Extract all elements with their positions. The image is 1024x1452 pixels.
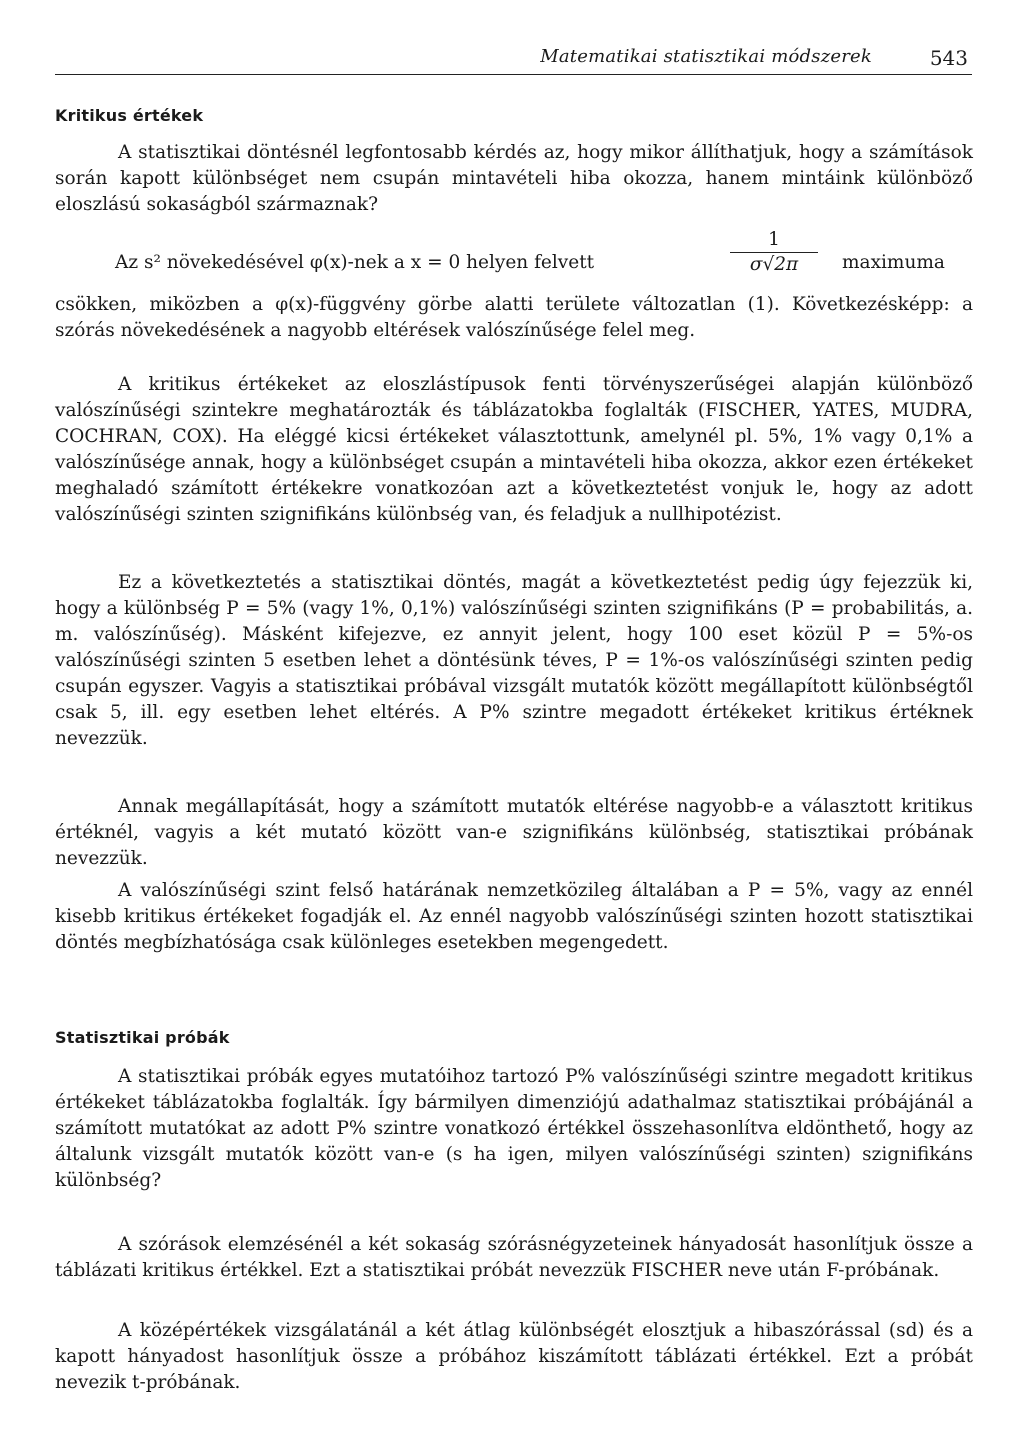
page-number: 543 [929,46,968,70]
formula-lead-text: Az s² növekedésével φ(x)-nek a x = 0 helyen felvett [115,252,595,273]
paragraph: Ez a következtetés a statisztikai döntés, magát a következtetést pedig úgy fejezzük ki, hogy a különbség P = 5% (vagy 1%, 0,1%) valószínűségi szinten szignifikáns (P = probabilitás, a. m. valószínűség). Másként kifejezve, ez annyit jelent, hogy 100 eset közül P = 5%-os valószínűségi szinten 5 esetben lehet a döntésünk téves, P = 1%-os valószínűségi szinten pedig csupán egyszer. Vagyis a statisztikai próbával vizsgált mutatók között megállapított különbségtől csak 5, ill. egy esetben lehet eltérés. A P% szintre megadott értékeket kritikus értéknek nevezzük. [55,572,973,749]
section-heading-kritikus-ertekek: Kritikus értékek [55,106,204,125]
paragraph: A kritikus értékeket az eloszlástípusok fenti törvényszerűségei alapján különböző valószínűségi szintekre meghatározták és táblázatokba foglalták (FISCHER, YATES, MUDRA, COCHRAN, COX). Ha eléggé kicsi értékeket választottunk, amelynél pl. 5%, 1% vagy 0,1% a valószínűsége annak, hogy a különbséget csupán a mintavételi hiba okozza, akkor ezen értékeket meghaladó számított értékekre vonatkozóan azt a következtetést vonjuk le, hogy az adott valószínűségi szinten szignifikáns különbség van, és feladjuk a nullhipotézist. [55,374,973,525]
paragraph: A szórások elemzésénél a két sokaság szórásnégyzeteinek hányadosát hasonlítjuk össze a táblázati kritikus értékkel. Ezt a statisztikai próbát nevezzük FISCHER neve után F-próbának. [55,1234,973,1281]
paragraph: A statisztikai döntésnél legfontosabb kérdés az, hogy mikor állíthatjuk, hogy a számítások során kapott különbséget nem csupán mintavételi hiba okozza, hanem mintáink különböző eloszlású sokaságból származnak? [55,142,973,215]
running-header [55,40,972,75]
paragraph: A statisztikai próbák egyes mutatóihoz tartozó P% valószínűségi szintre megadott kritikus értékeket táblázatokba foglalták. Így bármilyen dimenziójú adathalmaz statisztikai próbájánál a számított mutatókat az adott P% szintre vonatkozó értékkel összehasonlítva eldönthető, hogy az általunk vizsgált mutatók között van-e (s ha igen, milyen valószínűségi szinten) szignifikáns különbség? [55,1066,973,1191]
paragraph: Annak megállapítását, hogy a számított mutatók eltérése nagyobb-e a választott kritikus értéknél, vagyis a két mutató között van-e szignifikáns különbség, statisztikai próbának nevezzük. [55,796,973,869]
formula-trailing-word: maximuma [842,252,945,273]
section-heading-statisztikai-probak: Statisztikai próbák [55,1028,230,1047]
running-title: Matematikai statisztikai módszerek [540,46,872,67]
fraction-numerator: 1 [768,229,780,250]
paragraph: csökken, miközben a φ(x)-függvény görbe alatti területe változatlan (1). Következésképp: a szórás növekedésének a nagyobb eltérések valószínűsége felel meg. [55,294,973,341]
paragraph: A valószínűségi szint felső határának nemzetközileg általában a P = 5%, vagy az ennél kisebb kritikus értékeket fogadják el. Az ennél nagyobb valószínűségi szinten hozott statisztikai döntés megbízhatósága csak különleges esetekben megengedett. [55,880,973,953]
paragraph: A középértékek vizsgálatánál a két átlag különbségét elosztjuk a hibaszórással (sd) és a kapott hányadost hasonlítjuk össze a próbához kiszámított táblázati értékkel. Ezt a próbát nevezik t-próbának. [55,1320,973,1393]
fraction-denominator: σ√2π [749,254,799,275]
fraction [726,228,822,277]
